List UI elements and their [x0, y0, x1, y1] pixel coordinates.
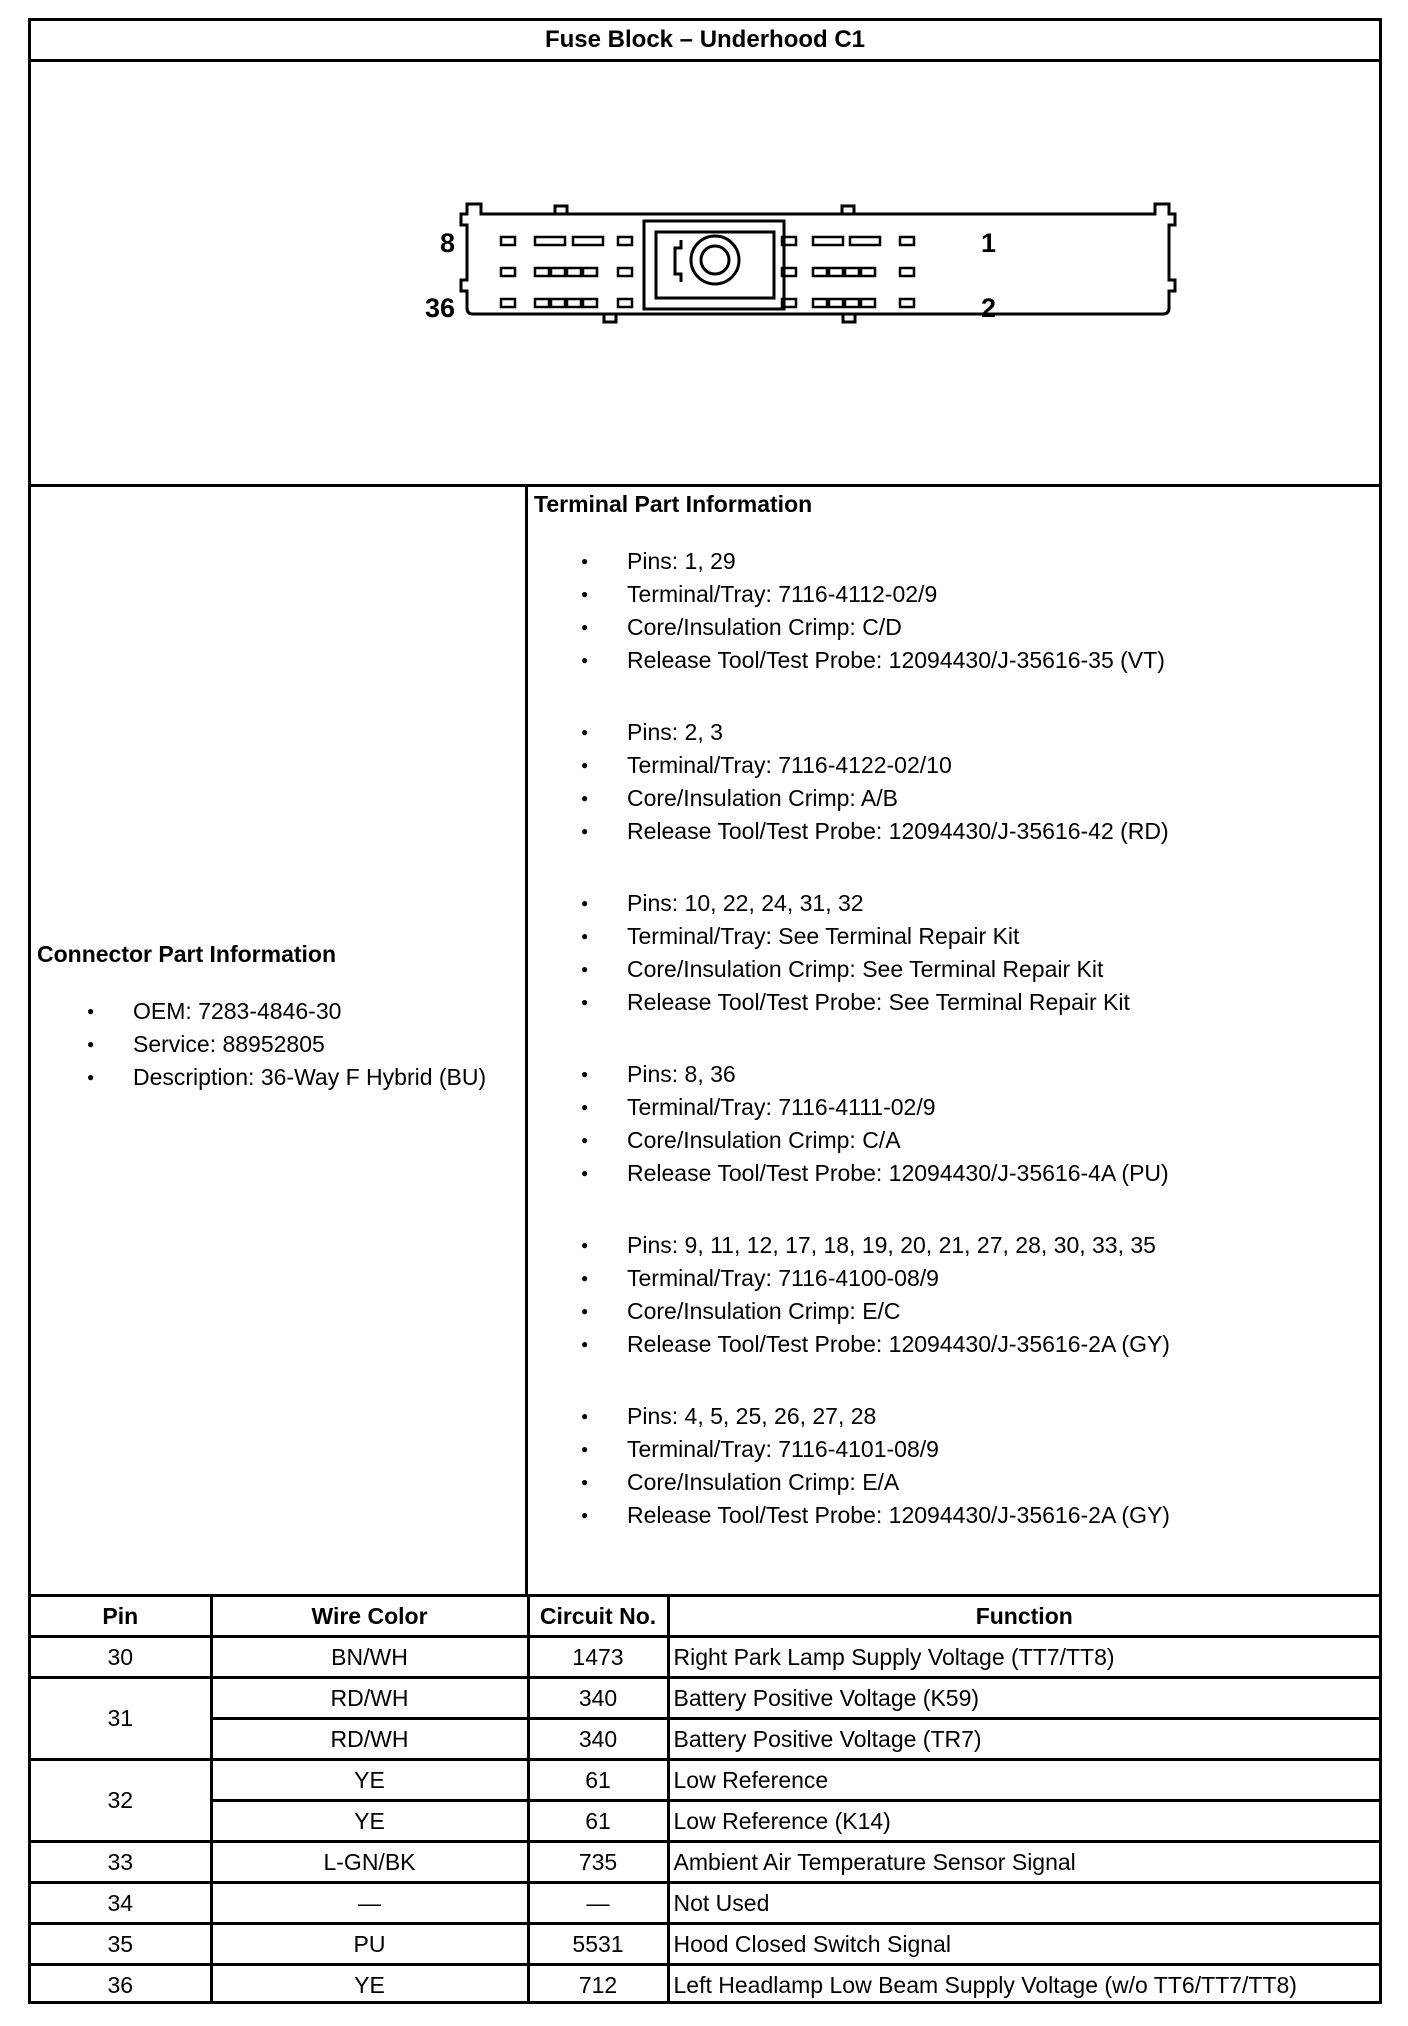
- column-header-circuit-no: Circuit No.: [528, 1597, 668, 1637]
- terminal-info-item: ● Release Tool/Test Probe: 12094430/J-35616-4A (PU): [528, 1157, 1169, 1190]
- pin-label-bottom-left: 36: [424, 293, 455, 323]
- pin-cell: 30: [31, 1637, 211, 1678]
- wire-color-cell: YE: [211, 1760, 528, 1801]
- table-header-row: [31, 1597, 1379, 1637]
- terminal-info-item: ● Terminal/Tray: 7116-4111-02/9: [528, 1091, 1169, 1124]
- circuit-cell: 1473: [528, 1637, 668, 1678]
- table-row: [31, 1883, 1379, 1924]
- terminal-info-item: ● Pins: 9, 11, 12, 17, 18, 19, 20, 21, 27, 28, 30, 33, 35: [528, 1229, 1170, 1262]
- pin-table: [31, 1597, 1379, 2004]
- terminal-group: [528, 545, 1165, 677]
- pin-label-bottom-right: 2: [981, 293, 997, 323]
- circuit-cell: 712: [528, 1965, 668, 2005]
- terminal-info-item: ● Core/Insulation Crimp: A/B: [528, 782, 1169, 815]
- part-info-section: [31, 487, 1379, 1597]
- pin-cell: 34: [31, 1883, 211, 1924]
- table-row: [31, 1719, 1379, 1760]
- terminal-info-item: ● Terminal/Tray: See Terminal Repair Kit: [528, 920, 1130, 953]
- column-header-function: Function: [668, 1597, 1379, 1637]
- terminal-info-item: ● Release Tool/Test Probe: 12094430/J-35616-35 (VT): [528, 644, 1165, 677]
- terminal-info-item: ● Core/Insulation Crimp: C/D: [528, 611, 1165, 644]
- table-row: [31, 1965, 1379, 2005]
- connector-sheet: [28, 18, 1382, 2004]
- terminal-info-item: ● Core/Insulation Crimp: E/A: [528, 1466, 1170, 1499]
- connector-diagram-area: [31, 62, 1379, 487]
- terminal-info-item: ● Pins: 2, 3: [528, 716, 1169, 749]
- column-header-wire-color: Wire Color: [211, 1597, 528, 1637]
- wire-color-cell: —: [211, 1883, 528, 1924]
- wire-color-cell: YE: [211, 1965, 528, 2005]
- function-cell: Battery Positive Voltage (TR7): [668, 1719, 1379, 1760]
- table-row: [31, 1924, 1379, 1965]
- function-cell: Low Reference (K14): [668, 1801, 1379, 1842]
- connector-info-item: ● OEM: 7283-4846-30: [31, 995, 486, 1028]
- terminal-info-item: ● Terminal/Tray: 7116-4100-08/9: [528, 1262, 1170, 1295]
- wire-color-cell: YE: [211, 1801, 528, 1842]
- terminal-group: [528, 1229, 1170, 1361]
- function-cell: Left Headlamp Low Beam Supply Voltage (w/o TT6/TT7/TT8): [668, 1965, 1379, 2005]
- pin-cell: 33: [31, 1842, 211, 1883]
- function-cell: Battery Positive Voltage (K59): [668, 1678, 1379, 1719]
- terminal-info-item: ● Core/Insulation Crimp: E/C: [528, 1295, 1170, 1328]
- pin-cell: 31: [31, 1678, 211, 1760]
- wire-color-cell: RD/WH: [211, 1719, 528, 1760]
- terminal-info-item: ● Core/Insulation Crimp: See Terminal Repair Kit: [528, 953, 1130, 986]
- table-row: [31, 1678, 1379, 1719]
- circuit-cell: 61: [528, 1801, 668, 1842]
- connector-part-info: [31, 487, 528, 1594]
- terminal-info-item: ● Pins: 10, 22, 24, 31, 32: [528, 887, 1130, 920]
- terminal-info-heading: Terminal Part Information: [534, 491, 813, 517]
- terminal-group: [528, 716, 1169, 848]
- circuit-cell: —: [528, 1883, 668, 1924]
- terminal-info-item: ● Release Tool/Test Probe: 12094430/J-35616-42 (RD): [528, 815, 1169, 848]
- terminal-group: [528, 1400, 1170, 1532]
- table-row: [31, 1801, 1379, 1842]
- terminal-info-item: ● Pins: 8, 36: [528, 1058, 1169, 1091]
- function-cell: Low Reference: [668, 1760, 1379, 1801]
- terminal-info-item: ● Release Tool/Test Probe: 12094430/J-35616-2A (GY): [528, 1328, 1170, 1361]
- table-row: [31, 1760, 1379, 1801]
- circuit-cell: 735: [528, 1842, 668, 1883]
- circuit-cell: 340: [528, 1678, 668, 1719]
- table-row: [31, 1842, 1379, 1883]
- terminal-info-item: ● Pins: 4, 5, 25, 26, 27, 28: [528, 1400, 1170, 1433]
- connector-info-item: ● Description: 36-Way F Hybrid (BU): [31, 1061, 486, 1094]
- pin-cell: 32: [31, 1760, 211, 1842]
- function-cell: Ambient Air Temperature Sensor Signal: [668, 1842, 1379, 1883]
- function-cell: Not Used: [668, 1883, 1379, 1924]
- wire-color-cell: L-GN/BK: [211, 1842, 528, 1883]
- wire-color-cell: PU: [211, 1924, 528, 1965]
- connector-info-item: ● Service: 88952805: [31, 1028, 486, 1061]
- function-cell: Right Park Lamp Supply Voltage (TT7/TT8): [668, 1637, 1379, 1678]
- column-header-pin: Pin: [31, 1597, 211, 1637]
- terminal-info-item: ● Terminal/Tray: 7116-4101-08/9: [528, 1433, 1170, 1466]
- terminal-info-item: ● Terminal/Tray: 7116-4112-02/9: [528, 578, 1165, 611]
- terminal-info-item: ● Terminal/Tray: 7116-4122-02/10: [528, 749, 1169, 782]
- terminal-info-item: ● Release Tool/Test Probe: See Terminal Repair Kit: [528, 986, 1130, 1019]
- terminal-info-item: ● Core/Insulation Crimp: C/A: [528, 1124, 1169, 1157]
- pin-cell: 36: [31, 1965, 211, 2005]
- wire-color-cell: RD/WH: [211, 1678, 528, 1719]
- connector-info-heading: Connector Part Information: [37, 941, 337, 967]
- connector-diagram: [31, 62, 1379, 487]
- connector-info-list: [31, 995, 486, 1094]
- pin-label-top-right: 1: [981, 228, 997, 258]
- page-title: Fuse Block – Underhood C1: [31, 21, 1379, 62]
- function-cell: Hood Closed Switch Signal: [668, 1924, 1379, 1965]
- pin-cell: 35: [31, 1924, 211, 1965]
- terminal-group: [528, 1058, 1169, 1190]
- circuit-cell: 61: [528, 1760, 668, 1801]
- table-row: [31, 1637, 1379, 1678]
- circuit-cell: 5531: [528, 1924, 668, 1965]
- pin-label-top-left: 8: [439, 228, 455, 258]
- wire-color-cell: BN/WH: [211, 1637, 528, 1678]
- terminal-info-item: ● Release Tool/Test Probe: 12094430/J-35616-2A (GY): [528, 1499, 1170, 1532]
- circuit-cell: 340: [528, 1719, 668, 1760]
- terminal-group: [528, 887, 1130, 1019]
- terminal-info-item: ● Pins: 1, 29: [528, 545, 1165, 578]
- terminal-part-info: [528, 487, 1379, 1594]
